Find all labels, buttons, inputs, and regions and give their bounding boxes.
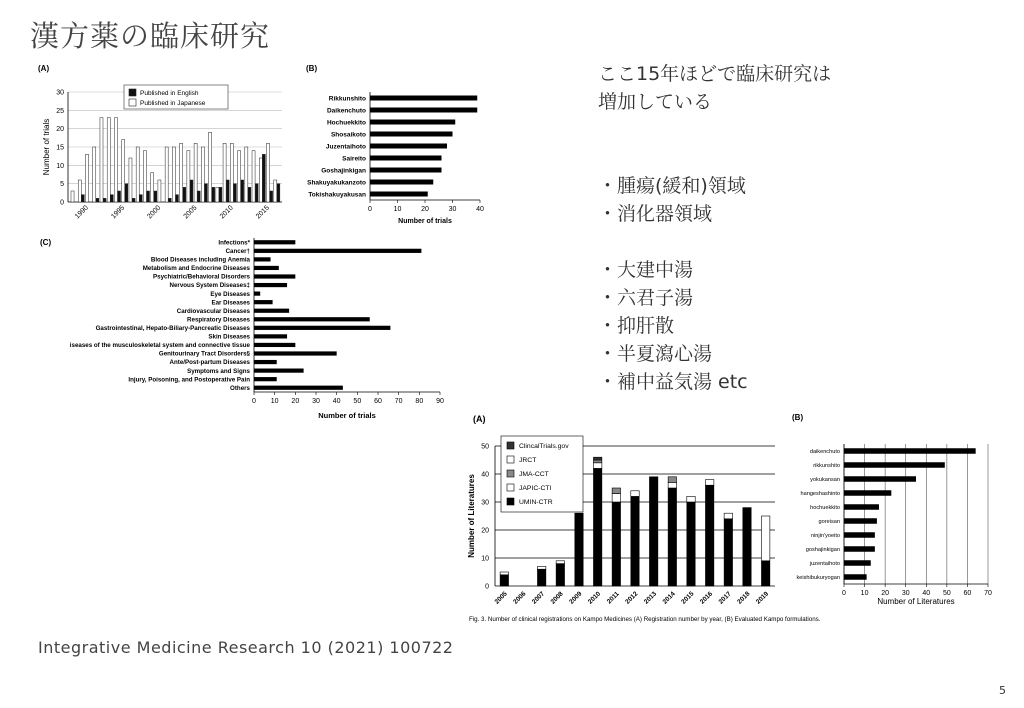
bar-english [270, 191, 273, 202]
bar-segment [556, 564, 564, 586]
bar-japanese [230, 143, 233, 202]
x-tick-label: 60 [963, 590, 972, 597]
category-label: Injury, Poisoning, and Postoperative Pain [128, 376, 250, 384]
x-tick-label: 2010 [586, 590, 603, 606]
bar-segment [705, 480, 713, 486]
x-tick-label: 40 [332, 398, 341, 405]
citation: Integrative Medicine Research 10 (2021) 100722 [38, 638, 454, 657]
notes-panel [598, 60, 831, 396]
x-tick-label: 10 [393, 206, 402, 213]
legend-label: JMA-CCT [519, 471, 549, 478]
bar-english [81, 195, 84, 202]
bar [370, 192, 428, 197]
bar-japanese [151, 173, 154, 202]
bar [254, 257, 271, 261]
legend-swatch [507, 484, 514, 491]
category-label: yokukansan [810, 476, 840, 483]
bar [254, 386, 343, 390]
legend-swatch [507, 456, 514, 463]
bar [254, 266, 279, 270]
bar-english [117, 191, 120, 202]
x-axis-label: Number of trials [318, 411, 376, 420]
x-tick-label: 2000 [146, 204, 163, 221]
x-tick-label: 20 [881, 590, 890, 597]
x-tick-label: 40 [476, 206, 484, 213]
panel-label: (B) [792, 413, 804, 422]
category-label: iseases of the musculoskeletal system and connective tissue [69, 342, 250, 350]
bar-segment [593, 460, 601, 463]
category-label: Juzentaihoto [325, 143, 366, 151]
bar-japanese [136, 147, 139, 202]
y-tick-label: 40 [481, 471, 489, 479]
bar-japanese [259, 158, 262, 202]
bar-segment [687, 496, 695, 502]
x-tick-label: 30 [448, 206, 457, 213]
bar-segment [687, 502, 695, 586]
x-tick-label: 60 [374, 398, 382, 405]
notes-formula: ・六君子湯 [598, 287, 694, 309]
category-label: Rikkunshito [328, 95, 366, 103]
bar [370, 96, 477, 101]
x-tick-label: 2017 [717, 590, 733, 606]
bar-english [255, 184, 258, 202]
y-tick-label: 5 [60, 181, 64, 189]
x-tick-label: 2010 [218, 204, 235, 221]
x-tick-label: 1990 [73, 204, 90, 221]
category-label: Nervous System Diseases‡ [169, 282, 250, 290]
notes-area: ・腫瘍(緩和)領域 [598, 175, 746, 197]
y-tick-label: 20 [56, 126, 64, 134]
bar-segment [593, 463, 601, 469]
x-tick-label: 70 [394, 398, 403, 405]
legend-swatch [507, 442, 514, 449]
bar-segment [612, 488, 620, 494]
figure-caption: Fig. 3. Number of clinical registrations on Kampo Medicines (A) Registration number by year, (B) Evaluated Kampo formulations. [469, 616, 821, 623]
category-label: Shakuyakukanzoto [307, 179, 366, 187]
bar-english [262, 154, 265, 202]
bar-english [154, 191, 157, 202]
bar-japanese [216, 187, 219, 202]
bar-english [233, 184, 236, 202]
category-label: keishibukuryogan [796, 574, 840, 581]
bar [254, 360, 277, 364]
bar [844, 560, 871, 566]
bar-segment [668, 488, 676, 586]
bar-japanese [158, 180, 161, 202]
bar-japanese [267, 143, 270, 202]
bar [844, 518, 877, 524]
bar-english [190, 180, 193, 202]
bar-segment [668, 482, 676, 488]
x-tick-label: 10 [270, 398, 279, 405]
bar-segment [668, 477, 676, 483]
bar-japanese [238, 151, 241, 202]
panel-label: (A) [38, 64, 50, 73]
bar-english [204, 184, 207, 202]
category-label: hochuekkito [810, 504, 840, 511]
notes-formula: ・半夏瀉心湯 [598, 343, 713, 365]
bar [370, 132, 453, 137]
bar [844, 546, 875, 552]
bar [254, 309, 289, 313]
bar [844, 504, 879, 510]
legend-label: JAPIC-CTI [519, 485, 552, 492]
y-tick-label: 0 [485, 583, 489, 591]
category-label: hangeshashinto [800, 490, 840, 497]
x-tick-label: 20 [421, 206, 429, 213]
bar-segment [631, 491, 639, 497]
x-tick-label: 2015 [255, 204, 271, 221]
x-tick-label: 40 [922, 590, 931, 597]
panel-label: (A) [473, 414, 486, 424]
bar-segment [761, 561, 769, 586]
x-tick-label: 30 [312, 398, 320, 405]
bar-japanese [85, 154, 88, 202]
bar-segment [612, 502, 620, 586]
bar [254, 240, 295, 244]
page-number: 5 [999, 684, 1006, 697]
panel-label: (C) [40, 238, 52, 247]
bar-segment [631, 496, 639, 586]
bar-japanese [187, 151, 190, 202]
x-tick-label: 20 [291, 398, 300, 405]
bar-japanese [100, 118, 103, 202]
bar [254, 377, 277, 381]
bar-english [168, 198, 171, 202]
legend-swatch [507, 470, 514, 477]
bar [254, 300, 273, 304]
bar [254, 326, 390, 330]
bar-japanese [122, 140, 125, 202]
bar-japanese [78, 180, 81, 202]
bar-japanese [274, 180, 277, 202]
category-label: Cancer† [225, 248, 250, 256]
category-label: juzentaihoto [809, 560, 840, 567]
x-axis-label: Number of trials [398, 218, 452, 225]
x-tick-label: 0 [252, 398, 256, 405]
x-tick-label: 2009 [568, 590, 584, 606]
bar [844, 574, 867, 580]
bar [254, 369, 304, 373]
category-label: Symptoms and Signs [187, 367, 250, 375]
bar-japanese [107, 118, 110, 202]
notes-formula: ・抑肝散 [598, 315, 675, 337]
y-tick-label: 50 [481, 443, 489, 451]
notes-line: 増加している [598, 91, 713, 113]
category-label: Eye Diseases [210, 290, 250, 298]
x-tick-label: 2019 [754, 590, 771, 606]
bar-english [212, 187, 215, 202]
y-tick-label: 10 [56, 162, 64, 170]
y-tick-label: 15 [56, 144, 64, 152]
y-tick-label: 30 [481, 499, 489, 507]
category-label: Genitourinary Tract Disorders§ [158, 350, 250, 358]
x-tick-label: 0 [368, 206, 372, 213]
fig1b-chart [298, 60, 488, 230]
bar-japanese [143, 151, 146, 202]
fig1a-chart [38, 60, 286, 238]
panel-label: (B) [306, 64, 318, 73]
notes-formula: ・補中益気湯 etc [598, 371, 748, 393]
x-tick-label: 70 [984, 590, 992, 597]
y-axis-label: Number of trials [42, 118, 51, 176]
category-label: Psychiatric/Behavioral Disorders [153, 273, 250, 281]
category-label: Cardiovascular Diseases [176, 307, 250, 315]
bar-english [226, 180, 229, 202]
y-tick-label: 30 [56, 89, 64, 97]
x-tick-label: 2014 [661, 590, 677, 606]
category-label: Gastrointestinal, Hepato-Biliary-Pancreatic Diseases [95, 325, 250, 333]
bar-japanese [201, 147, 204, 202]
bar-japanese [129, 158, 132, 202]
bar-segment [500, 572, 508, 575]
bar-japanese [180, 143, 183, 202]
category-label: Blood Diseases including Anemia [150, 256, 250, 264]
bar-segment [537, 569, 545, 586]
bar [370, 120, 455, 125]
category-label: Ante/Post-partum Diseases [169, 359, 250, 367]
category-label: Metabolism and Endocrine Diseases [142, 265, 250, 273]
category-label: Saireito [342, 155, 366, 163]
x-tick-label: 80 [415, 398, 424, 405]
legend-label: Published in English [140, 90, 199, 97]
legend-label: Published in Japanese [140, 100, 206, 107]
category-label: Hochuekkito [326, 119, 366, 127]
bar [254, 283, 287, 287]
bar [370, 144, 447, 149]
bar [254, 292, 260, 296]
legend-label: UMIN-CTR [519, 499, 553, 506]
bar [254, 334, 287, 338]
bar-japanese [194, 143, 197, 202]
y-tick-label: 0 [60, 199, 64, 207]
category-label: Others [230, 384, 250, 392]
x-tick-label: 2016 [698, 590, 715, 606]
category-label: daikenchuto [809, 448, 840, 455]
y-tick-label: 10 [481, 555, 489, 563]
bar [844, 462, 945, 468]
bar-segment [556, 561, 564, 564]
x-tick-label: 30 [901, 590, 910, 597]
bar-english [110, 195, 113, 202]
x-tick-label: 2008 [549, 590, 565, 606]
bar-english [183, 187, 186, 202]
category-label: rikkunshito [813, 462, 840, 469]
bar [844, 532, 875, 538]
x-tick-label: 2006 [512, 590, 528, 606]
bar-japanese [245, 147, 248, 202]
legend-swatch [129, 99, 136, 106]
legend-label: ClincalTrials.gov [519, 443, 569, 450]
bar-japanese [114, 118, 117, 202]
bar-english [241, 180, 244, 202]
category-label: goreisan [818, 518, 840, 525]
category-label: Infections* [218, 239, 250, 247]
bar [844, 476, 916, 482]
bar-english [146, 191, 149, 202]
notes-line: ここ15年ほどで臨床研究は [598, 63, 832, 85]
bar-english [139, 195, 142, 202]
category-label: goshajinkigan [805, 546, 840, 553]
bar-segment [612, 494, 620, 502]
category-label: Daikenchuto [326, 107, 366, 115]
bar [254, 351, 337, 355]
legend-label: JRCT [519, 457, 537, 464]
x-tick-label: 2005 [182, 204, 199, 221]
x-tick-label: 50 [942, 590, 951, 597]
x-axis-label: Number of Literatures [877, 597, 955, 606]
bar-japanese [172, 147, 175, 202]
bar [370, 180, 433, 185]
notes-area: ・消化器領域 [598, 203, 713, 225]
fig3b-chart [790, 408, 1000, 613]
bar-segment [705, 485, 713, 586]
legend-swatch [507, 498, 514, 505]
x-tick-label: 2013 [642, 590, 659, 606]
bar-japanese [165, 147, 168, 202]
bar-english [132, 198, 135, 202]
bar-segment [500, 575, 508, 586]
slide-title: 漢方薬の臨床研究 [30, 19, 271, 53]
x-tick-label: 90 [436, 398, 444, 405]
bar [254, 274, 295, 278]
y-tick-label: 25 [56, 107, 64, 115]
notes-formula: ・大建中湯 [598, 259, 694, 281]
x-tick-label: 2005 [493, 590, 509, 606]
bar-english [277, 184, 280, 202]
bar-segment [743, 508, 751, 586]
bar-english [248, 187, 251, 202]
category-label: Ear Diseases [211, 299, 250, 307]
x-tick-label: 2018 [736, 590, 752, 606]
x-tick-label: 0 [842, 590, 846, 597]
bar-segment [537, 566, 545, 569]
bar-english [219, 187, 222, 202]
x-tick-label: 2012 [624, 590, 640, 606]
bar-segment [593, 457, 601, 460]
category-label: Goshajinkigan [321, 167, 366, 175]
bar [254, 317, 370, 321]
bar-english [197, 191, 200, 202]
bar [370, 168, 442, 173]
x-tick-label: 2015 [680, 590, 696, 606]
bar-japanese [223, 143, 226, 202]
x-tick-label: 10 [860, 590, 869, 597]
category-label: Skin Diseases [208, 333, 250, 341]
bar [370, 156, 442, 161]
category-label: Respiratory Diseases [187, 316, 250, 324]
bar-segment [575, 513, 583, 586]
bar-segment [761, 516, 769, 561]
bar-japanese [209, 132, 212, 202]
bar [844, 448, 976, 454]
bar-english [125, 184, 128, 202]
y-axis-label: Number of Literatures [467, 474, 476, 558]
bar-english [96, 198, 99, 202]
bar-segment [649, 477, 657, 586]
x-tick-label: 2011 [605, 590, 621, 606]
legend-swatch [129, 89, 136, 96]
bar [370, 108, 477, 113]
x-tick-label: 50 [353, 398, 362, 405]
x-tick-label: 1995 [110, 204, 127, 221]
bar [254, 249, 421, 253]
category-label: Tokishakuyakusan [308, 191, 366, 199]
bar-segment [593, 468, 601, 586]
category-label: Shosaikoto [330, 131, 366, 139]
bar-segment [724, 513, 732, 519]
bar-english [175, 195, 178, 202]
fig1c-chart [38, 234, 458, 424]
bar-japanese [252, 151, 255, 202]
category-label: ninjin'yoeito [810, 532, 840, 539]
bar-english [103, 198, 106, 202]
bar [254, 343, 295, 347]
bar [844, 490, 891, 496]
bar-japanese [71, 191, 74, 202]
bar-japanese [93, 147, 96, 202]
bar-segment [724, 519, 732, 586]
y-tick-label: 20 [481, 527, 489, 535]
x-tick-label: 2007 [530, 590, 547, 606]
